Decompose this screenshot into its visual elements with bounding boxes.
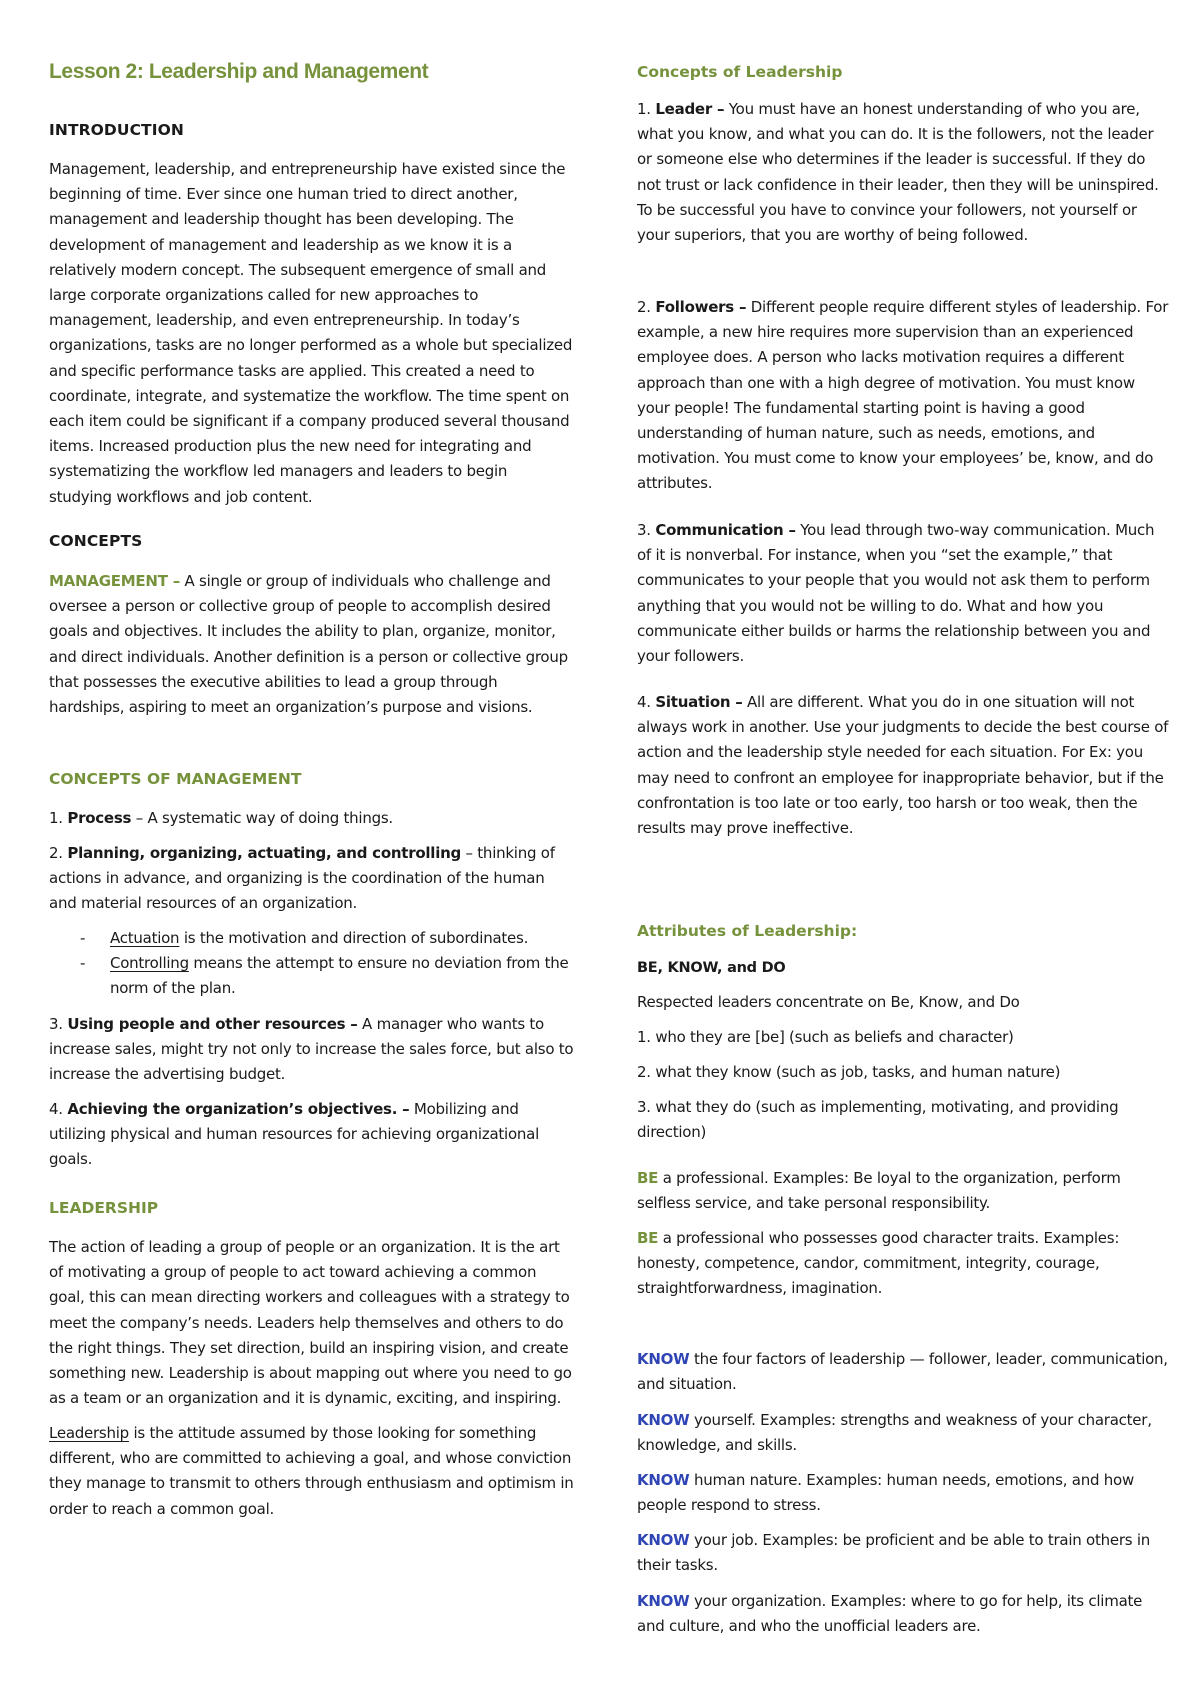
- be-item-1: [637, 1166, 1172, 1216]
- list-item: [49, 926, 574, 951]
- item-number: 1.: [49, 809, 68, 827]
- leadership-heading: LEADERSHIP: [49, 1199, 159, 1217]
- know-item-3: [637, 1468, 1172, 1518]
- management-item-2: [49, 841, 574, 917]
- item-number: 4.: [637, 693, 656, 711]
- concepts-heading: CONCEPTS: [49, 532, 143, 550]
- introduction-heading: INTRODUCTION: [49, 121, 184, 139]
- item-text: Mobilizing and utilizing physical and human resources for achieving organizational goals.: [49, 1100, 539, 1169]
- item-text: You must have an honest understanding of who you are, what you know, and what you can do. It is the followers, not the leader or someone else who determines if the leader is successful. If they do not trust or lack confidence in their leader, then they will be uninspired. To be successful you have to convince your followers, not yourself or your superiors, that you are worthy of being followed.: [637, 100, 1159, 245]
- know-keyword: KNOW: [637, 1411, 690, 1429]
- item-text: A manager who wants to increase sales, might try not only to increase the sales force, but also to increase the advertising budget.: [49, 1015, 574, 1084]
- leadership-paragraph-2: [49, 1421, 574, 1522]
- introduction-paragraph: Management, leadership, and entrepreneurship have existed since the beginning of time. Ever since one human tried to direct another, management and leadership thought has been developing. The development of management and leadership as we know it is a relatively modern concept. The subsequent emergence of small and large corporate organizations called for new approaches to management, leadership, and even entrepreneurship. In today’s organizations, tasks are no longer performed as a whole but specialized and specific performance tasks are applied. This created a need to coordinate, integrate, and systematize the workflow. The time spent on each item could be significant if a company produced several thousand items. Increased production plus the new need for integrating and systematizing the workflow led managers and leaders to begin studying workflows and job content.: [49, 160, 573, 506]
- attributes-list-item-2: 2. what they know (such as job, tasks, and human nature): [637, 1063, 1061, 1081]
- leadership-paragraph-1: The action of leading a group of people or an organization. It is the art of motivating a group of people to act toward achieving a common goal, this can mean directing workers and colleagues with a strategy to meet the company’s needs. Leaders help themselves and others to do the right things. They set direction, build an inspiring vision, and create something new. Leadership is about mapping out where you need to go as a team or an organization and it is dynamic, exciting, and inspiring.: [49, 1238, 572, 1408]
- know-keyword: KNOW: [637, 1531, 690, 1549]
- management-sub-bullets: [49, 926, 574, 1002]
- management-item-4: [49, 1097, 574, 1173]
- know-text: human nature. Examples: human needs, emotions, and how people respond to stress.: [637, 1471, 1134, 1515]
- leadership-concept-4: [637, 690, 1172, 841]
- attributes-list-item-3: 3. what they do (such as implementing, motivating, and providing direction): [637, 1098, 1119, 1142]
- item-number: 2.: [49, 844, 68, 862]
- attributes-heading: Attributes of Leadership:: [637, 922, 858, 940]
- item-text: All are different. What you do in one situation will not always work in another. Use your judgments to decide the best course of action and the leadership style needed for each situation. For Ex: you may need to confront an employee for inappropriate behavior, but if the confrontation is too late or too early, too harsh or too weak, then the results may prove ineffective.: [637, 693, 1169, 838]
- item-text: – A systematic way of doing things.: [131, 809, 393, 827]
- bullet-dash: -: [80, 954, 86, 973]
- concepts-of-leadership-heading: Concepts of Leadership: [637, 63, 843, 81]
- management-term: MANAGEMENT –: [49, 572, 180, 590]
- item-term: Using people and other resources –: [67, 1015, 358, 1033]
- leadership-concept-2: [637, 295, 1172, 497]
- know-item-2: [637, 1408, 1172, 1458]
- item-number: 2.: [637, 298, 656, 316]
- item-text: Different people require different styles of leadership. For example, a new hire requires more supervision than an experienced employee does. A person who lacks motivation requires a different approach than one with a high degree of motivation. You must know your people! The fundamental starting point is having a good understanding of human nature, such as needs, emotions, and motivation. You must come to know your employees’ be, know, and do attributes.: [637, 298, 1169, 493]
- know-keyword: KNOW: [637, 1471, 690, 1489]
- item-term: Situation –: [655, 693, 743, 711]
- management-item-3: [49, 1012, 574, 1088]
- concepts-of-management-heading: CONCEPTS OF MANAGEMENT: [49, 770, 302, 788]
- leadership-concept-3: [637, 518, 1172, 669]
- leadership-term: Leadership: [49, 1424, 129, 1442]
- actuation-term: Actuation: [110, 929, 180, 947]
- leadership-concept-1: [637, 97, 1172, 248]
- controlling-term: Controlling: [110, 954, 189, 973]
- item-number: 4.: [49, 1100, 68, 1118]
- know-keyword: KNOW: [637, 1350, 690, 1368]
- know-text: your organization. Examples: where to go for help, its climate and culture, and who the unofficial leaders are.: [637, 1592, 1143, 1636]
- know-item-4: [637, 1528, 1172, 1578]
- know-text: your job. Examples: be proficient and be able to train others in their tasks.: [637, 1531, 1151, 1575]
- be-item-2: [637, 1226, 1172, 1302]
- item-term: Leader –: [655, 100, 725, 118]
- management-text: A single or group of individuals who challenge and oversee a person or collective group of people to accomplish desired goals and objectives. It includes the ability to plan, organize, monitor, and direct individuals. Another definition is a person or collective group that possesses the executive abilities to lead a group through hardships, aspiring to meet an organization’s purpose and visions.: [49, 572, 568, 717]
- item-text: – thinking of actions in advance, and organizing is the coordination of the human and material resources of an organization.: [49, 844, 555, 913]
- item-number: 3.: [637, 521, 656, 539]
- know-keyword: KNOW: [637, 1592, 690, 1610]
- be-keyword: BE: [637, 1169, 659, 1187]
- know-item-1: [637, 1347, 1172, 1397]
- item-term: Planning, organizing, actuating, and controlling: [67, 844, 462, 862]
- item-number: 3.: [49, 1015, 68, 1033]
- leadership-text: is the attitude assumed by those looking for something different, who are committed to achieving a goal, and whose conviction they manage to transmit to others through enthusiasm and optimism in order to reach a common goal.: [49, 1424, 574, 1518]
- item-term: Communication –: [655, 521, 796, 539]
- item-text: You lead through two-way communication. Much of it is nonverbal. For instance, when you “set the example,” that communicates to your people that you would not ask them to perform anything that you would not be willing to do. What and how you communicate either builds or harms the relationship between you and your followers.: [637, 521, 1155, 666]
- bullet-text: is the motivation and direction of subordinates.: [179, 929, 529, 947]
- attributes-list-item-1: 1. who they are [be] (such as beliefs and character): [637, 1028, 1014, 1046]
- bullet-text: means the attempt to ensure no deviation from the norm of the plan.: [110, 954, 569, 998]
- be-text: a professional. Examples: Be loyal to the organization, perform selfless service, and take personal responsibility.: [637, 1169, 1121, 1213]
- be-text: a professional who possesses good character traits. Examples: honesty, competence, candor, commitment, integrity, courage, straightforwardness, imagination.: [637, 1229, 1120, 1298]
- management-item-1: [49, 806, 574, 831]
- page-title: Lesson 2: Leadership and Management: [49, 60, 429, 83]
- know-text: the four factors of leadership — follower, leader, communication, and situation.: [637, 1350, 1168, 1394]
- item-term: Followers –: [655, 298, 747, 316]
- be-know-do-subheading: BE, KNOW, and DO: [637, 960, 786, 976]
- item-term: Achieving the organization’s objectives. –: [67, 1100, 410, 1118]
- bullet-dash: -: [80, 929, 86, 947]
- know-item-5: [637, 1589, 1172, 1639]
- item-term: Process: [67, 809, 132, 827]
- be-keyword: BE: [637, 1229, 659, 1247]
- know-text: yourself. Examples: strengths and weakness of your character, knowledge, and skills.: [637, 1411, 1152, 1455]
- list-item: [49, 951, 574, 1001]
- item-number: 1.: [637, 100, 656, 118]
- attributes-intro: Respected leaders concentrate on Be, Know, and Do: [637, 993, 1020, 1011]
- management-definition: [49, 569, 574, 720]
